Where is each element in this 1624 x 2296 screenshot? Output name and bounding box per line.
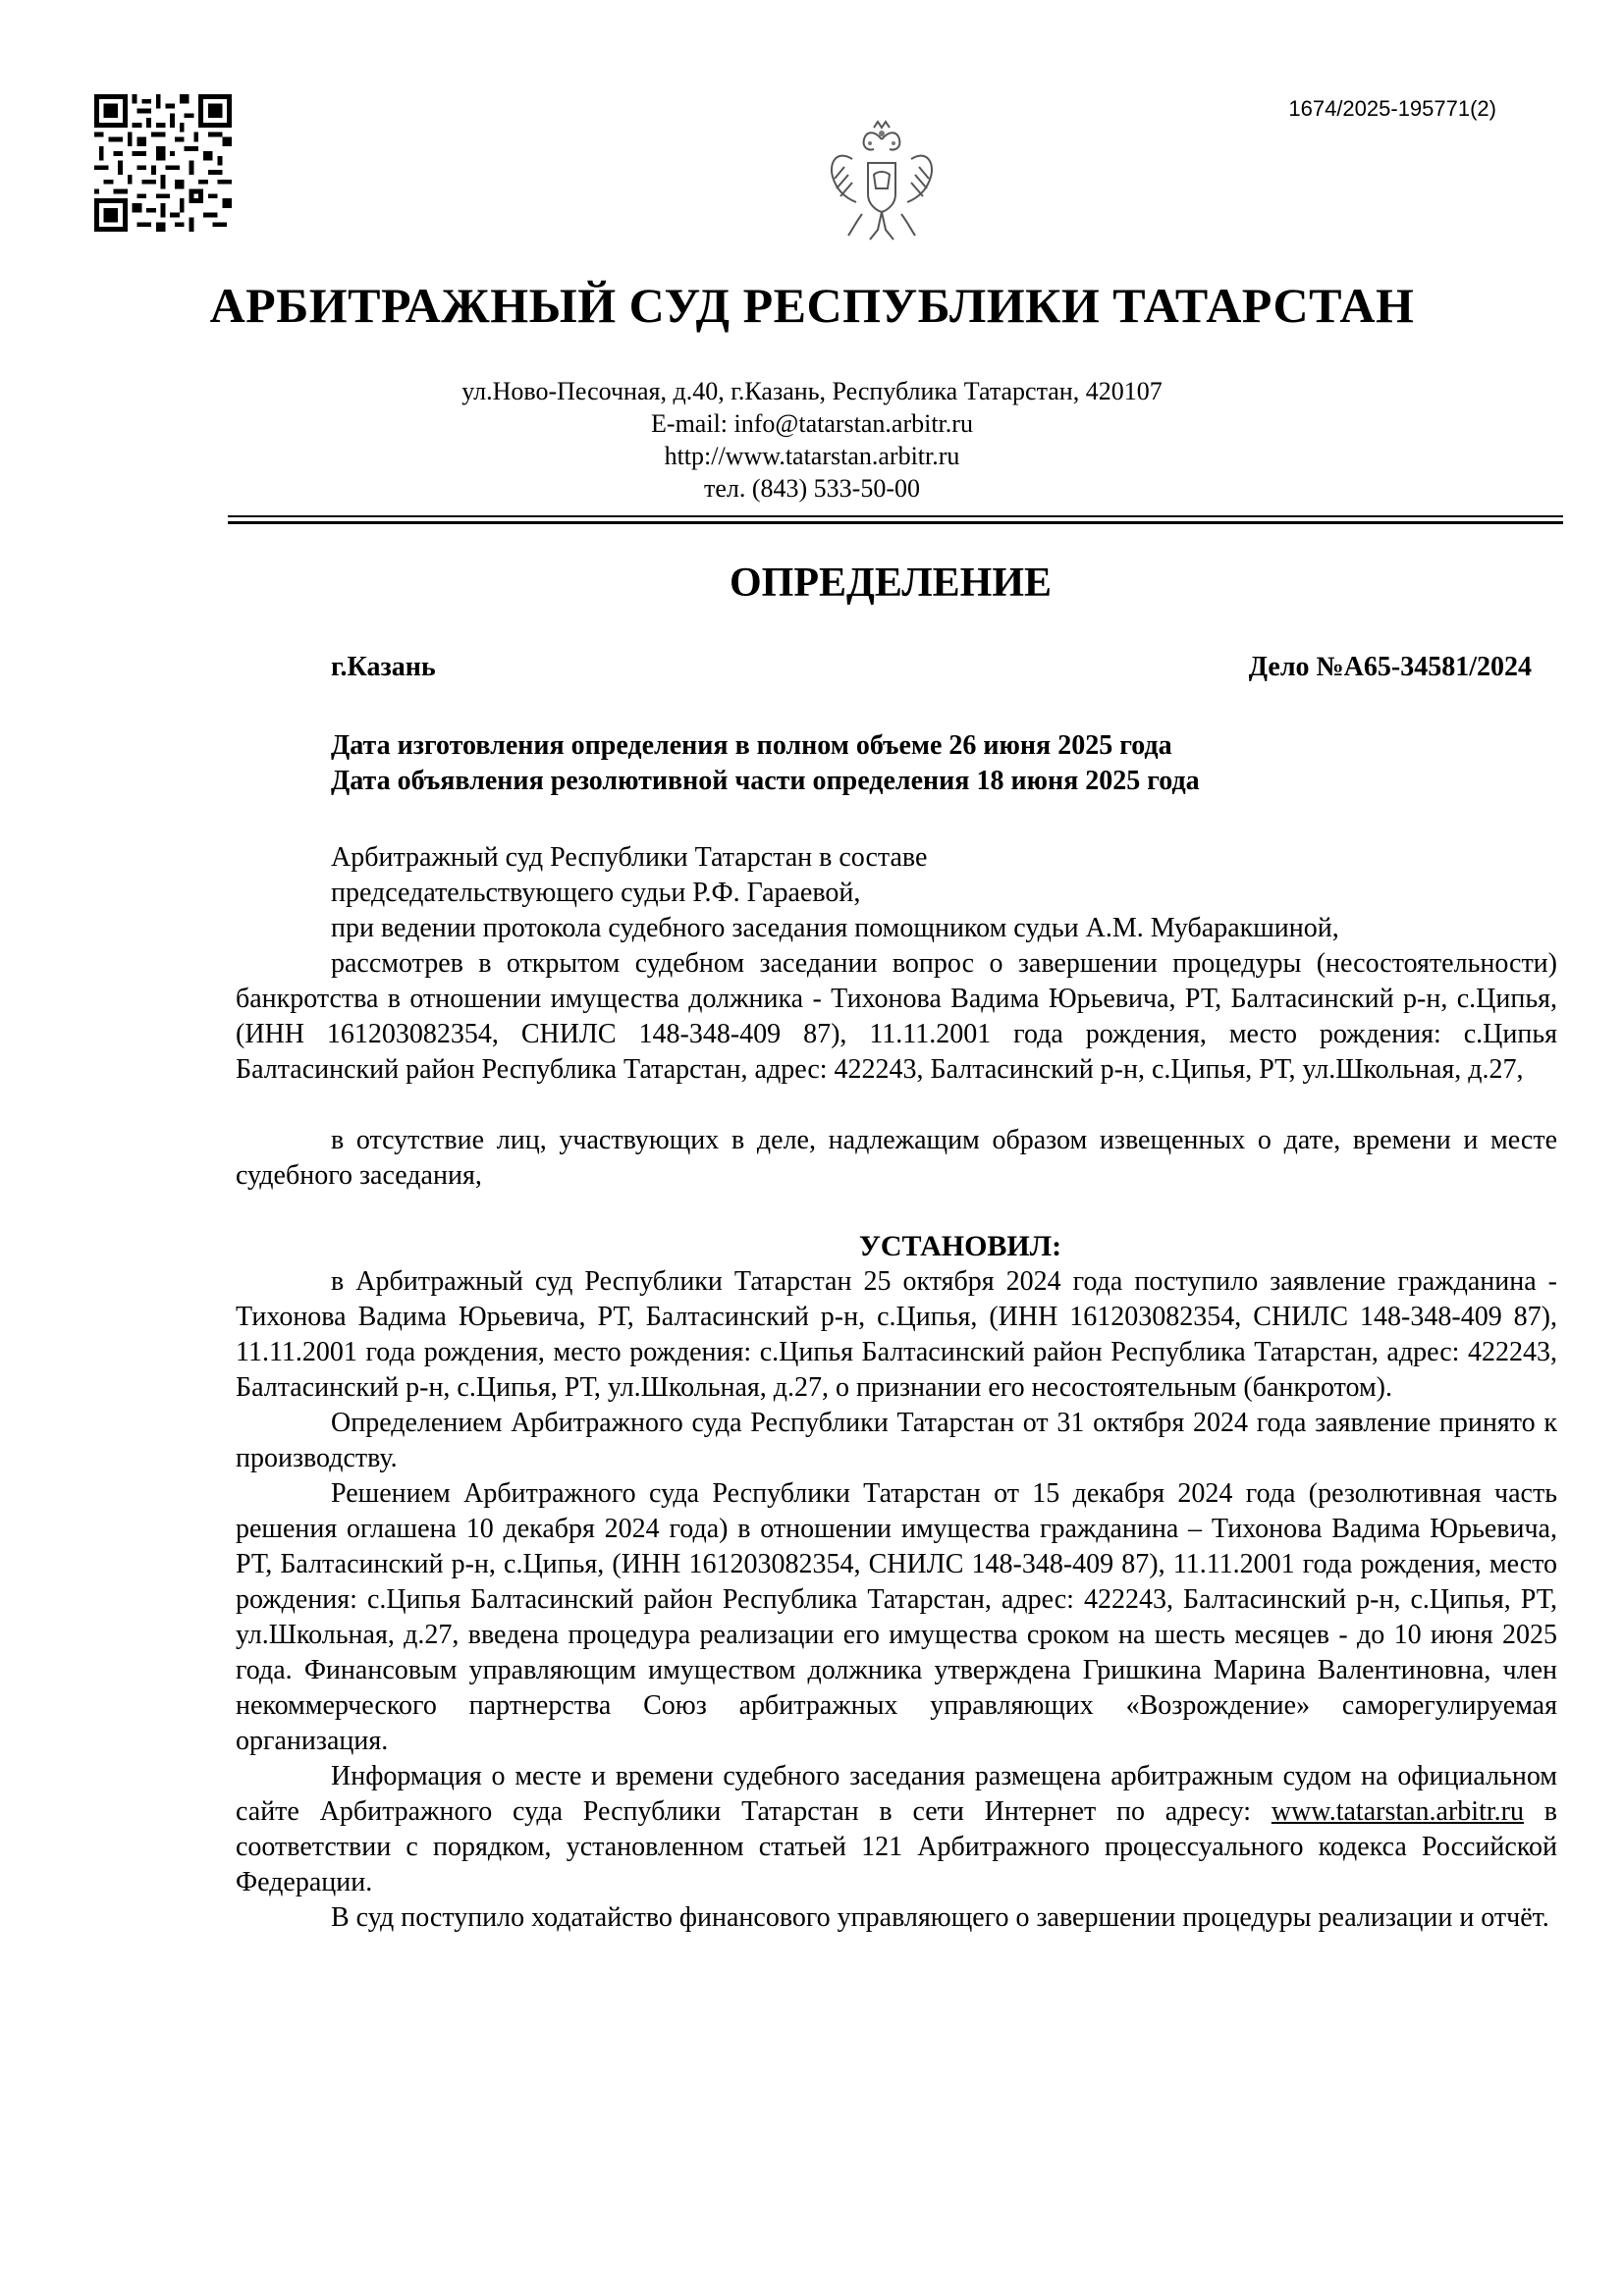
paragraph-application: в Арбитражный суд Республики Татарстан 25 октября 2024 года поступило заявление гражданина - Тихонова Вадима Юрьевича, РТ, Балтасинский р-н, с.Ципья, (ИНН 161203082354, СНИЛС 148-348-409 87), 11.11.2001 года рождения, место рождения: с.Ципья Балтасинский район Республика Татарстан, адрес: 422243, Балтасинский р-н, с.Ципья, РТ, ул.Школьная, д.27, о признании его несостоятельным (банкротом).	[236, 1266, 1557, 1403]
qr-code	[94, 94, 232, 232]
court-title: АРБИТРАЖНЫЙ СУД РЕСПУБЛИКИ ТАТАРСТАН	[209, 278, 1415, 333]
presiding-judge: председательствующего судьи Р.Ф. Гараевой,	[331, 878, 861, 908]
paragraph-motion: В суд поступило ходатайство финансового управляющего о завершении процедуры реализации и отчёт.	[331, 1902, 1549, 1933]
paragraph-decision: Решением Арбитражного суда Республики Татарстан от 15 декабря 2024 года (резолютивная часть решения оглашена 10 декабря 2024 года) в отношении имущества гражданина – Тихонова Вадима Юрьевича, РТ, Балтасинский р-н, с.Ципья, (ИНН 161203082354, СНИЛС 148-348-409 87), 11.11.2001 года рождения, место рождения: с.Ципья Балтасинский район Республика Татарстан, адрес: 422243, Балтасинский р-н, с.Ципья, РТ, ул.Школьная, д.27, введена процедура реализации его имущества сроком на шесть месяцев - до 10 июня 2025 года. Финансовым управляющим имуществом должника утверждена Гришкина Марина Валентиновна, член некоммерческого партнерства Союз арбитражных управляющих «Возрождение» саморегулируемая организация.	[236, 1478, 1557, 1756]
court-email: E-mail: info@tatarstan.arbitr.ru	[651, 409, 973, 438]
court-composition: Арбитражный суд Республики Татарстан в составе	[331, 842, 928, 873]
case-number: Дело №А65-34581/2024	[1248, 652, 1532, 682]
paragraph-hearing-info	[236, 1759, 1557, 1900]
protocol-keeper: при ведении протокола судебного заседания помощником судьи А.М. Мубаракшиной,	[331, 913, 1339, 943]
coat-of-arms-emblem	[823, 120, 941, 247]
hearing-info-text-after: в соответствии с порядком, установленном статьей 121 Арбитражного процессуального кодекса Российской Федерации.	[236, 1796, 1557, 1897]
date-full-text: Дата изготовления определения в полном объеме 26 июня 2025 года	[331, 730, 1172, 761]
paragraph-considered: рассмотрев в открытом судебном заседании вопрос о завершении процедуры (несостоятельности) банкротства в отношении имущества должника - Тихонова Вадима Юрьевича, РТ, Балтасинский р-н, с.Ципья, (ИНН 161203082354, СНИЛС 148-348-409 87), 11.11.2001 года рождения, место рождения: с.Ципья Балтасинский район Республика Татарстан, адрес: 422243, Балтасинский р-н, с.Ципья, РТ, ул.Школьная, д.27,	[236, 948, 1557, 1085]
date-announced: Дата объявления резолютивной части определения 18 июня 2025 года	[331, 766, 1200, 796]
header-divider-thick	[228, 521, 1563, 524]
paragraph-absence: в отсутствие лиц, участвующих в деле, надлежащим образом извещенных о дате, времени и месте судебного заседания,	[236, 1125, 1557, 1191]
city: г.Казань	[331, 652, 436, 682]
paragraph-acceptance: Определением Арбитражного суда Республики Татарстан от 31 октября 2024 года заявление принято к производству.	[236, 1408, 1557, 1473]
court-website-link[interactable]: www.tatarstan.arbitr.ru	[1271, 1796, 1524, 1827]
court-website: http://www.tatarstan.arbitr.ru	[664, 442, 960, 470]
document-body	[236, 840, 1557, 1936]
court-phone: тел. (843) 533-50-00	[703, 474, 920, 503]
header-divider-thin	[228, 515, 1563, 517]
court-address-block	[0, 375, 1624, 505]
court-address: ул.Ново-Песочная, д.40, г.Казань, Республика Татарстан, 420107	[461, 377, 1163, 405]
document-dates	[331, 728, 1200, 799]
document-number: 1674/2025-195771(2)	[1288, 96, 1496, 121]
document-type-heading: ОПРЕДЕЛЕНИЕ	[729, 561, 1053, 606]
established-heading: УСТАНОВИЛ:	[858, 1230, 1062, 1262]
hearing-info-text-before: Информация о месте и времени судебного заседания размещена арбитражным судом на официальном сайте Арбитражного суда Республики Татарстан в сети Интернет по адресу:	[236, 1761, 1557, 1827]
